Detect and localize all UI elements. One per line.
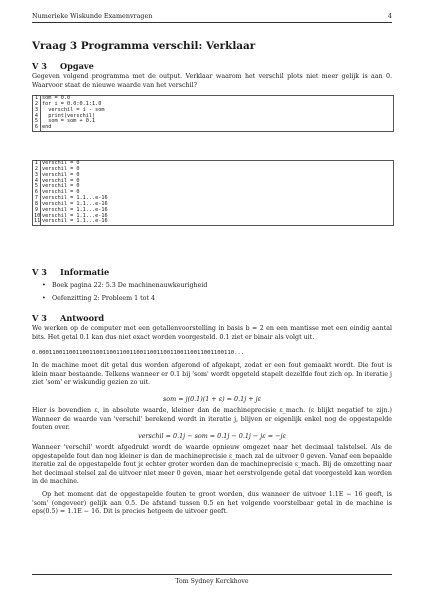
antwoord-paragraph-2: In de machine moet dit getal dus worden afgerond of afgekapt, zodat er een fout gemaakt wordt. Die fout is klein maar bestaande. Telkens wanneer er 0.1 bij 'som' wordt opgeteld stapelt dezelfde fout zich op. In iteratie j ziet 'som' er wiskundig gezien zo uit. bbox=[32, 362, 392, 387]
section-number: V 3 bbox=[32, 313, 47, 323]
line-number: 1 bbox=[34, 95, 38, 101]
section-title: Antwoord bbox=[60, 313, 105, 323]
section-number: V 3 bbox=[32, 61, 47, 71]
line-number: 8 bbox=[34, 200, 38, 207]
question-title: Vraag 3 Programma verschil: Verklaar bbox=[32, 40, 256, 52]
output-line bbox=[33, 219, 393, 225]
line-number: 2 bbox=[34, 165, 38, 172]
code-text: verschil = 0 bbox=[42, 183, 80, 190]
code-text: verschil = 1.1...e-16 bbox=[42, 200, 108, 207]
line-number: 6 bbox=[34, 124, 38, 131]
line-number: 7 bbox=[34, 195, 38, 202]
section-informatie-heading bbox=[32, 267, 109, 277]
program-code-block bbox=[32, 95, 394, 132]
code-text: som = som + 0.1 bbox=[42, 118, 96, 125]
section-antwoord-heading bbox=[32, 313, 104, 323]
code-text: verschil = 0 bbox=[42, 165, 80, 172]
line-number: 3 bbox=[34, 171, 38, 178]
code-text: print(verschil) bbox=[42, 112, 96, 119]
footer-author: Tom Sydney Kerckhove bbox=[32, 574, 392, 585]
code-line bbox=[33, 125, 393, 131]
binary-representation: 0.0001100110011001100110011001100110011001100110011001100110... bbox=[32, 350, 245, 356]
section-title: Informatie bbox=[60, 267, 110, 277]
section-number: V 3 bbox=[32, 267, 47, 277]
code-text: verschil = 0 bbox=[42, 177, 80, 184]
antwoord-paragraph-4: Wanneer 'verschil' wordt afgedrukt wordt de waarde opnieuw omgezet naar het decimaal talstelsel. Als de opgestapelde fout dan nog kleiner is dan de machineprecisie ε_mach zal de uitvoer 0 geven. Vanaf een bepaalde iteratie zal de opgestapelde fout jε echter groter worden dan de machineprecisie ε_mach. Bij de omzetting naar het decimaal stelsel zal de uitvoer niet meer 0 geven, maar het eerstvolgende getal dat voorgesteld kan worden in de machine. bbox=[32, 444, 392, 486]
code-text: verschil = 0 bbox=[42, 189, 80, 196]
line-number-separator bbox=[40, 219, 41, 225]
page-number: 4 bbox=[387, 12, 392, 20]
code-text: verschil = 0 bbox=[42, 160, 80, 166]
equation-som: som = j(0.1)(1 + ε) = 0.1j + jε bbox=[162, 395, 262, 403]
antwoord-paragraph-1: We werken op de computer met een getallenvoorstelling in basis b = 2 en een mantisse met een eindig aantal bits. Het getal 0.1 kan dus niet exact worden voorgesteld. 0.1 ziet er binair als volgt uit. bbox=[32, 325, 392, 341]
line-number: 6 bbox=[34, 189, 38, 196]
line-number: 2 bbox=[34, 100, 38, 107]
code-text: for i = 0.0:0.1:1.0 bbox=[42, 100, 102, 107]
line-number: 11 bbox=[34, 218, 41, 225]
line-number-separator bbox=[40, 125, 41, 131]
line-number: 5 bbox=[34, 183, 38, 190]
equation-verschil: verschil = 0.1j − som = 0.1j − 0.1j − jε = −jε bbox=[138, 432, 286, 440]
code-text: verschil = 1.1...e-16 bbox=[42, 212, 108, 219]
running-header bbox=[32, 12, 392, 23]
header-title: Numerieke Wiskunde Examenvragen bbox=[32, 12, 153, 20]
code-text: som = 0.0 bbox=[42, 95, 71, 101]
info-item: • Oefenzitting 2: Probleem 1 tot 4 bbox=[52, 295, 155, 302]
line-number: 4 bbox=[34, 177, 38, 184]
section-title: Opgave bbox=[60, 61, 94, 71]
section-opgave-heading bbox=[32, 61, 94, 71]
program-output-block bbox=[32, 160, 394, 226]
info-item: • Boek pagina 22: 5.3 De machinenauwkeurigheid bbox=[52, 282, 207, 289]
code-text: verschil = 1.1...e-16 bbox=[42, 195, 108, 202]
code-text: end bbox=[42, 124, 52, 131]
line-number: 4 bbox=[34, 112, 38, 119]
antwoord-paragraph-5: Op het moment dat de opgestapelde fouten te groot worden, dus wanneer de uitvoer 1.1E − 16 geeft, is 'som' (ongeveer) gelijk aan 0.5. De afstand tussen 0.5 en het volgende voorstelbaar getal in de machine is eps(0.5) = 1.1E − 16. Dit is precies hetgeen de uitvoer geeft. bbox=[32, 491, 392, 516]
line-number: 1 bbox=[34, 160, 38, 166]
code-text: verschil = 1.1...e-16 bbox=[42, 206, 108, 213]
code-text: verschil = i - som bbox=[42, 106, 105, 113]
line-number: 3 bbox=[34, 106, 38, 113]
line-number: 9 bbox=[34, 206, 38, 213]
code-text: verschil = 1.1...e-16 bbox=[42, 218, 108, 225]
line-number: 5 bbox=[34, 118, 38, 125]
code-text: verschil = 0 bbox=[42, 171, 80, 178]
opgave-text: Gegeven volgend programma met de output. Verklaar waarom het verschil plots niet meer gelijk is aan 0. Waarvoor staat de nieuwe waarde van het verschil? bbox=[32, 73, 392, 89]
line-number: 10 bbox=[34, 212, 41, 219]
antwoord-paragraph-3: Hier is bovendien ε, in absolute waarde, kleiner dan de machineprecisie ε_mach. (ε blijkt negatief te zijn.) Wanneer de waarde van 'verschil' berekend wordt in iteratie j, blijven er eigenlijk enkel nog de opgestapelde fouten over. bbox=[32, 407, 392, 432]
